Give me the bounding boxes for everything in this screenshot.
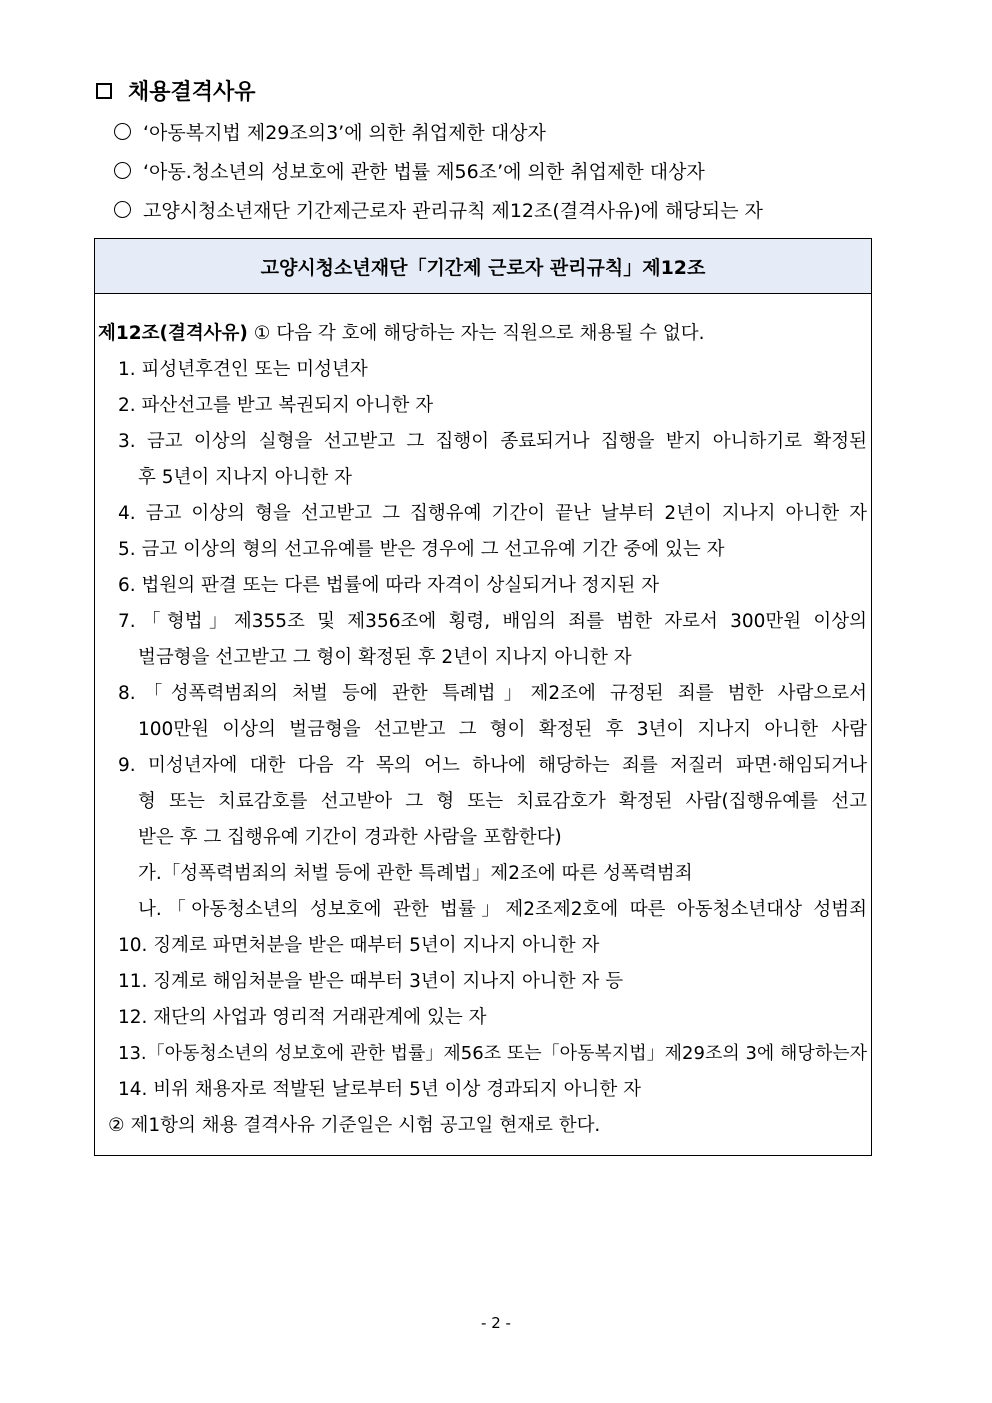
regulation-title: 고양시청소년재단「기간제 근로자 관리규칙」제12조 — [95, 239, 871, 294]
clause-line: ② 제1항의 채용 결격사유 기준일은 시험 공고일 현재로 한다. — [108, 1115, 601, 1136]
clause-line: 7.「형법」제355조 및 제356조에 횡령, 배임의 죄를 범한 자로서 300만원 이상의 — [118, 611, 867, 632]
list-item — [114, 190, 894, 229]
clause-line: 5. 금고 이상의 형의 선고유예를 받은 경우에 그 선고유예 기간 중에 있는 자 — [118, 539, 725, 560]
clause-line: 10. 징계로 파면처분을 받은 때부터 5년이 지나지 아니한 자 — [118, 935, 600, 956]
intro-text: ① 다음 각 호에 해당하는 자는 직원으로 채용될 수 없다. — [253, 323, 705, 344]
clause-line: 3. 금고 이상의 실형을 선고받고 그 집행이 종료되거나 집행을 받지 아니하기로 확정된 — [118, 431, 867, 452]
clause-line: 6. 법원의 판결 또는 다른 법률에 따라 자격이 상실되거나 정지된 자 — [118, 575, 660, 596]
page-number: - 2 - — [481, 1314, 511, 1332]
clause-line: 9. 미성년자에 대한 다음 각 목의 어느 하나에 해당하는 죄를 저질러 파면·해임되거나 — [118, 755, 867, 776]
regulation-body — [95, 294, 871, 1144]
clause-line: 후 5년이 지나지 아니한 자 — [138, 467, 353, 488]
article-label: 제12조(결격사유) — [98, 323, 248, 344]
regulation-intro — [98, 316, 867, 352]
bullet-text: 고양시청소년재단 기간제근로자 관리규칙 제12조(결격사유)에 해당되는 자 — [143, 200, 763, 222]
clause-line: 나.「아동청소년의 성보호에 관한 법률」제2조제2호에 따른 아동청소년대상 성범죄 — [138, 899, 867, 920]
regulation-box — [94, 238, 872, 1156]
circle-bullet-icon — [114, 162, 131, 179]
clause-line: 형 또는 치료감호를 선고받아 그 형 또는 치료감호가 확정된 사람(집행유예를 선고 — [138, 791, 867, 812]
clause-line: 11. 징계로 해임처분을 받은 때부터 3년이 지나지 아니한 자 등 — [118, 971, 624, 992]
circle-bullet-icon — [114, 201, 131, 218]
circle-bullet-icon — [114, 123, 131, 140]
bullet-text: ‘아동복지법 제29조의3’에 의한 취업제한 대상자 — [143, 122, 546, 144]
clause-line: 벌금형을 선고받고 그 형이 확정된 후 2년이 지나지 아니한 자 — [138, 647, 632, 668]
clause-line: 8.「성폭력범죄의 처벌 등에 관한 특례법」제2조에 규정된 죄를 범한 사람으로서 — [118, 683, 867, 704]
clause-line: 2. 파산선고를 받고 복권되지 아니한 자 — [118, 395, 434, 416]
clause-line: 12. 재단의 사업과 영리적 거래관계에 있는 자 — [118, 1007, 487, 1028]
clause-line: 1. 피성년후견인 또는 미성년자 — [118, 359, 368, 380]
bullet-text: ‘아동.청소년의 성보호에 관한 법률 제56조’에 의한 취업제한 대상자 — [143, 161, 705, 183]
clause-line: 14. 비위 채용자로 적발된 날로부터 5년 이상 경과되지 아니한 자 — [118, 1079, 642, 1100]
clause-line: 가.「성폭력범죄의 처벌 등에 관한 특례법」제2조에 따른 성폭력범죄 — [138, 863, 693, 884]
clause-line: 4. 금고 이상의 형을 선고받고 그 집행유예 기간이 끝난 날부터 2년이 지나지 아니한 자 — [118, 503, 867, 524]
bullet-list — [114, 112, 894, 229]
list-item — [114, 112, 894, 151]
section-heading — [96, 74, 256, 106]
square-bullet-icon — [96, 83, 112, 99]
section-heading-text: 채용결격사유 — [128, 79, 256, 105]
clause-line: 100만원 이상의 벌금형을 선고받고 그 형이 확정된 후 3년이 지나지 아니한 사람 — [138, 719, 867, 740]
list-item — [114, 151, 894, 190]
clause-line: 13.「아동청소년의 성보호에 관한 법률」제56조 또는「아동복지법」제29조의 3에 해당하는자 — [118, 1043, 867, 1064]
clause-line: 받은 후 그 집행유예 기간이 경과한 사람을 포함한다) — [138, 827, 562, 848]
